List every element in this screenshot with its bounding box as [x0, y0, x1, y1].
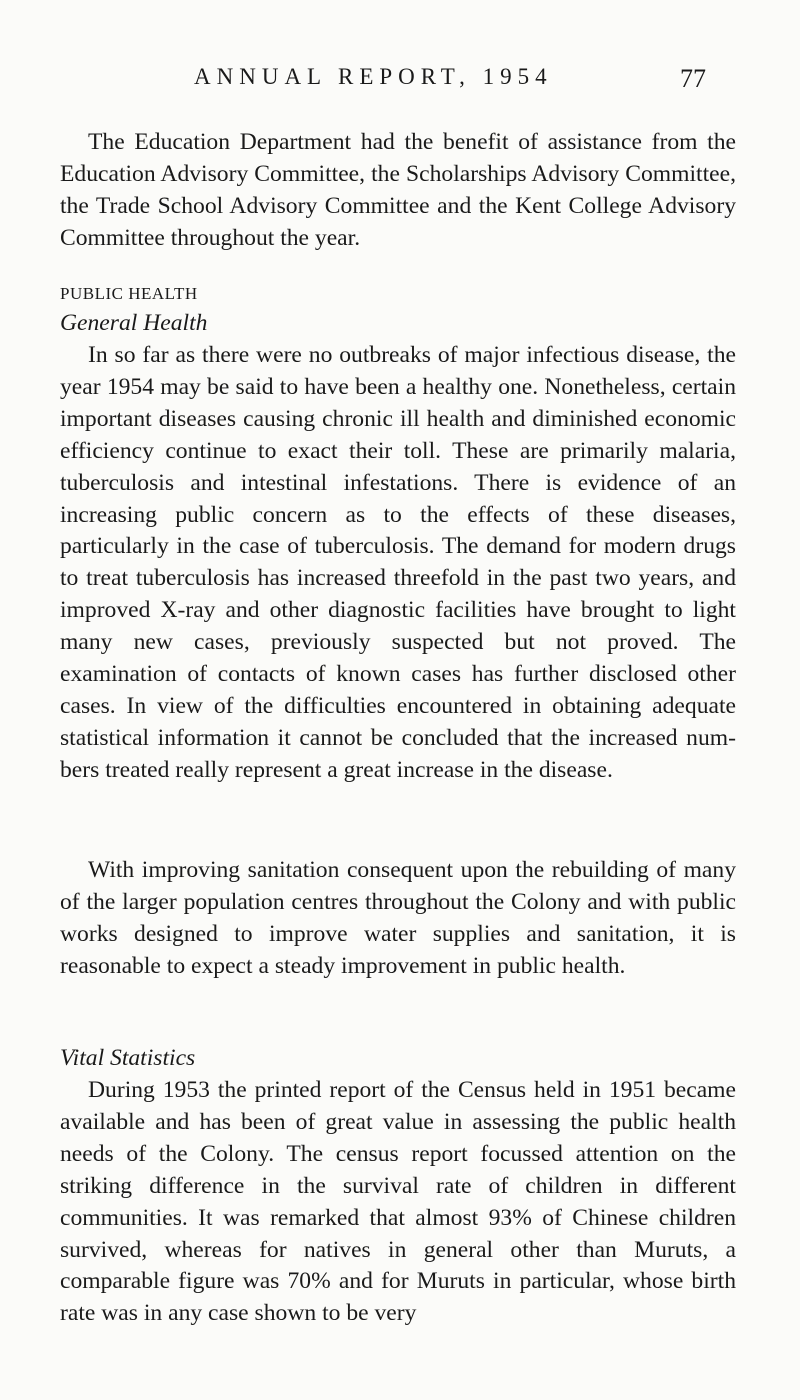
paragraph-education: The Education Department had the benefit of assistance from the Education Advisory Committee, the Scholarships Advisory Committee, the Trade School Advisory Committee and the Kent College Advisory Committee throughout the year. [60, 129, 736, 251]
paragraph-general-health: In so far as there were no outbreaks of major infectious disease, the year 1954 may be said to have been a healthy one. Nonetheless, certain important diseases causing chronic ill health and diminished economic efficiency continue to exact their toll. These are primarily malaria, tuberculosis and intestinal infestations. There is evidence of an increasing public concern as to the effects of these diseases, particularly in the case of tuberculosis. The demand for modern drugs to treat tuberculosis has increased threefold in the past two years, and improved X-ray and other diagnostic facilities have brought to light many new cases, previously suspected but not proved. The examination of contacts of known cases has further disclosed other cases. In view of the difficulties encountered in obtaining adequate statistical information it cannot be concluded that the increased numbers treated really represent a great increase in the disease. [60, 342, 736, 783]
paragraph-vital-statistics: During 1953 the printed report of the Census held in 1951 became available and has been of great value in assessing the public health needs of the Colony. The census report focussed attention on the striking difference in the survival rate of children in different communities. It was remarked that almost 93% of Chinese children survived, whereas for natives in general other than Muruts, a comparable figure was 70% and for Muruts in particular, whose birth rate was in any case shown to be very [60, 1077, 736, 1327]
section-title: PUBLIC HEALTH [60, 284, 198, 303]
paragraph-sanitation: With improving sanitation consequent upon the rebuilding of many of the larger population centres throughout the Colony and with public works designed to improve water supplies and sanitation, it is reasonable to expect a steady improvement in public health. [60, 857, 736, 979]
page-header [0, 64, 800, 104]
page-number: 77 [680, 64, 706, 93]
subheading-general-health: General Health [60, 310, 208, 336]
running-head: ANNUAL REPORT, 1954 [194, 64, 553, 89]
subheading-vital-statistics: Vital Statistics [60, 1045, 196, 1071]
